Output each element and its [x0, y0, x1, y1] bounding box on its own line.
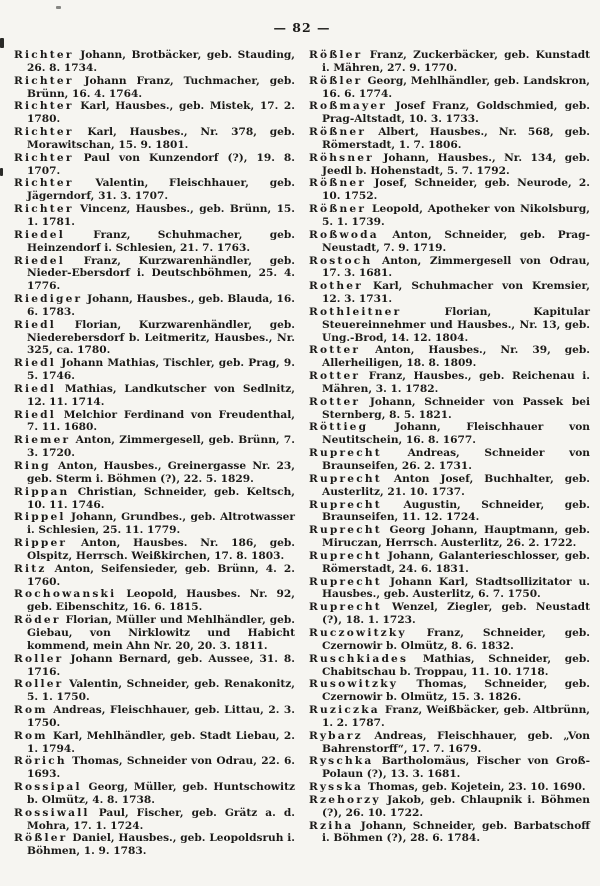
entry-surname: Rößler: [309, 74, 363, 87]
entry-surname: Ruprecht: [309, 498, 382, 511]
register-entry: [309, 473, 590, 499]
register-entry: [309, 229, 590, 255]
register-entry: [309, 755, 590, 781]
register-entry: [309, 678, 590, 704]
entry-surname: Richter: [14, 126, 74, 139]
scan-artifact: [0, 168, 3, 176]
scan-artifact: [56, 6, 61, 9]
entry-details: Georg, Müller, geb. Huntschowitz b. Olmütz, 4. 8. 1738.: [27, 781, 295, 806]
entry-surname: Richter: [14, 177, 74, 190]
register-entry: [309, 75, 590, 101]
entry-surname: Richter: [14, 74, 74, 87]
entry-details: Vincenz, Hausbes., geb. Brünn, 15. 1. 1781.: [27, 203, 295, 228]
entry-details: Johann Karl, Stadtsollizitator u. Hausbes., geb. Austerlitz, 6. 7. 1750.: [322, 575, 590, 601]
register-entry: [14, 653, 295, 679]
entry-surname: Rysska: [309, 781, 364, 794]
entry-surname: Riedl: [14, 318, 57, 331]
entry-details: Johann, Grundbes., geb. Altrotwasser i. Schlesien, 25. 11. 1779.: [27, 511, 295, 537]
register-entry: [309, 499, 590, 525]
entry-surname: Ruczowitzky: [309, 626, 407, 639]
entry-surname: Rößler: [309, 49, 363, 61]
entry-surname: Ripper: [14, 537, 68, 550]
entry-details: Thomas, Schneider von Odrau, 22. 6. 1693.: [27, 755, 295, 781]
entry-details: Valentin, Schneider, geb. Renakonitz, 5. 1. 1750.: [27, 678, 295, 704]
entry-surname: Röttieg: [309, 421, 369, 434]
register-entry: [309, 396, 590, 422]
register-entry: [14, 434, 295, 460]
entry-details: Bartholomäus, Fischer von Groß-Polaun (?), 13. 3. 1681.: [322, 755, 590, 781]
entry-surname: Ruprecht: [309, 601, 382, 614]
entry-surname: Rippan: [14, 485, 70, 498]
entry-details: Karl, Hausbes., Nr. 378, geb. Morawitschan, 15. 9. 1801.: [27, 126, 295, 151]
register-entry: [14, 293, 295, 319]
entry-surname: Röder: [14, 614, 61, 627]
register-entry: [14, 49, 295, 75]
entry-details: Melchior Ferdinand von Freudenthal, 7. 11. 1680.: [27, 408, 295, 434]
register-entry: [309, 704, 590, 730]
entry-details: Johann Franz, Tuchmacher, geb. Brünn, 16. 4. 1764.: [27, 74, 295, 100]
entry-surname: Rotter: [309, 370, 361, 383]
entry-surname: Ruprecht: [309, 524, 382, 537]
entry-surname: Rößner: [309, 126, 367, 139]
entry-surname: Rotter: [309, 395, 361, 408]
register-entry: [309, 781, 590, 794]
entry-surname: Richter: [14, 49, 74, 61]
entry-details: Anton, Seifensieder, geb. Brünn, 4. 2. 1760.: [27, 562, 295, 588]
entry-details: Georg Johann, Hauptmann, geb. Miruczan, Herrsch. Austerlitz, 26. 2. 1722.: [322, 524, 590, 550]
entry-surname: Roller: [14, 652, 64, 665]
entry-details: Johann, Brotbäcker, geb. Stauding, 26. 8. 1734.: [27, 49, 295, 74]
entry-details: Anton, Hausbes., Greinergasse Nr. 23, geb. Sterm i. Böhmen (?), 22. 5. 1829.: [27, 460, 295, 485]
register-entry: [309, 152, 590, 178]
register-entry: [309, 601, 590, 627]
entry-details: Paul, Fischer, geb. Grätz a. d. Mohra, 17. 1. 1724.: [27, 806, 295, 832]
entry-surname: Rößner: [309, 203, 367, 216]
entry-surname: Riedel: [14, 254, 65, 267]
entry-surname: Riedel: [14, 228, 65, 241]
entry-details: Christian, Schneider, geb. Keltsch, 10. 11. 1746.: [27, 485, 295, 511]
entry-surname: Ruprecht: [309, 575, 382, 588]
register-entry: [309, 370, 590, 396]
entry-details: Wenzel, Ziegler, geb. Neustadt (?), 18. 1. 1723.: [322, 601, 590, 627]
register-entry: [14, 319, 295, 358]
entry-surname: Rzehorzy: [309, 793, 381, 806]
entry-details: Franz, Schuhmacher, geb. Heinzendorf i. Schlesien, 21. 7. 1763.: [27, 228, 295, 254]
register-entry: [309, 653, 590, 679]
entry-details: Paul von Kunzendorf (?), 19. 8. 1707.: [27, 151, 295, 177]
entry-surname: Rörich: [14, 755, 67, 768]
entry-surname: Rom: [14, 704, 48, 717]
entry-surname: Ryschka: [309, 755, 374, 768]
entry-details: Johann, Galanterieschlosser, geb. Römerstadt, 24. 6. 1831.: [322, 549, 590, 575]
entry-details: Florian, Müller und Mehlhändler, geb. Giebau, von Nirklowitz und Habicht kommend, mein Ahn Nr. 20, 20. 3. 1811.: [27, 614, 295, 652]
register-entry: [309, 203, 590, 229]
register-entry: [309, 126, 590, 152]
register-entry: [309, 820, 590, 846]
entry-details: Andreas, Schneider von Braunseifen, 26. 2. 1731.: [322, 447, 590, 472]
register-entry: [309, 255, 590, 281]
register-entry: [14, 486, 295, 512]
right-column: [309, 49, 590, 858]
register-entry: [14, 755, 295, 781]
entry-details: Johann, Schneider, geb. Barbatschoff i. Böhmen (?), 28. 6. 1784.: [322, 819, 590, 845]
entry-surname: Rom: [14, 729, 48, 742]
register-entry: [309, 280, 590, 306]
register-entry: [14, 832, 295, 858]
entry-surname: Rößner: [309, 177, 367, 190]
register-entry: [14, 730, 295, 756]
register-entry: [14, 229, 295, 255]
entry-details: Albert, Hausbes., Nr. 568, geb. Römerstadt, 1. 7. 1806.: [322, 126, 590, 151]
register-entry: [14, 588, 295, 614]
register-entry: [14, 678, 295, 704]
register-entry: [14, 357, 295, 383]
entry-details: Anton, Zimmergesell von Odrau, 17. 3. 1681.: [322, 254, 590, 280]
register-columns: [14, 49, 590, 858]
register-entry: [14, 537, 295, 563]
register-entry: [309, 177, 590, 203]
register-entry: [14, 511, 295, 537]
entry-details: Franz, Kurzwarenhändler, geb. Nieder-Ebersdorf i. Deutschböhmen, 25. 4. 1776.: [27, 254, 295, 293]
entry-details: Augustin, Schneider, geb. Braunseifen, 11. 12. 1724.: [322, 498, 590, 524]
entry-details: Karl, Mehlhändler, geb. Stadt Liebau, 2. 1. 1794.: [27, 729, 295, 755]
entry-details: Karl, Schuhmacher von Kremsier, 12. 3. 1731.: [322, 280, 590, 306]
entry-details: Franz, Schneider, geb. Czernowir b. Olmütz, 8. 6. 1832.: [322, 626, 590, 652]
register-entry: [309, 447, 590, 473]
entry-surname: Ruprecht: [309, 472, 382, 485]
entry-surname: Rotter: [309, 344, 361, 357]
entry-details: Florian, Kapitular Steuereinnehmer und Hausbes., Nr. 13, geb. Ung.-Brod, 14. 12. 1804.: [322, 305, 590, 344]
entry-surname: Rochowanski: [14, 588, 117, 601]
register-entry: [14, 781, 295, 807]
entry-surname: Ritz: [14, 562, 47, 575]
entry-surname: Ruziczka: [309, 704, 380, 717]
entry-surname: Röhsner: [309, 151, 374, 164]
register-entry: [309, 794, 590, 820]
entry-details: Thomas, geb. Kojetein, 23. 10. 1690.: [367, 781, 586, 794]
entry-surname: Ring: [14, 460, 51, 472]
entry-details: Mathias, Schneider, geb. Chabitschau b. Troppau, 11. 10. 1718.: [322, 652, 590, 678]
register-entry: [14, 383, 295, 409]
entry-surname: Ruprecht: [309, 549, 382, 562]
entry-details: Leopold, Hausbes. Nr. 92, geb. Eibenschitz, 16. 6. 1815.: [27, 588, 295, 614]
register-entry: [309, 306, 590, 345]
entry-details: Andreas, Fleischhauer, geb. „Von Bahrenstorff“, 17. 7. 1679.: [322, 729, 590, 755]
entry-surname: Riediger: [14, 293, 83, 306]
entry-details: Valentin, Fleischhauer, geb. Jägerndorf, 31. 3. 1707.: [27, 177, 295, 203]
entry-details: Josef Franz, Goldschmied, geb. Prag-Altstadt, 10. 3. 1733.: [322, 100, 590, 126]
entry-details: Johann, Hausbes., Nr. 134, geb. Jeedl b. Hohenstadt, 5. 7. 1792.: [322, 151, 590, 177]
register-entry: [309, 344, 590, 370]
entry-surname: Ruschkiades: [309, 652, 409, 665]
register-entry: [14, 75, 295, 101]
register-entry: [14, 152, 295, 178]
entry-details: Franz, Zuckerbäcker, geb. Kunstadt i. Mähren, 27. 9. 1770.: [322, 49, 590, 74]
register-entry: [14, 563, 295, 589]
entry-surname: Rusowitzky: [309, 678, 399, 691]
entry-surname: Rößler: [14, 832, 68, 845]
entry-details: Karl, Hausbes., geb. Mistek, 17. 2. 1780.: [27, 100, 295, 126]
register-entry: [14, 704, 295, 730]
entry-details: Anton, Zimmergesell, geb. Brünn, 7. 3. 1720.: [27, 434, 295, 460]
register-entry: [14, 100, 295, 126]
register-entry: [14, 177, 295, 203]
entry-details: Andreas, Fleischhauer, geb. Littau, 2. 3. 1750.: [27, 704, 295, 729]
entry-surname: Richter: [14, 100, 74, 113]
entry-details: Franz, Hausbes., geb. Reichenau i. Mähren, 3. 1. 1782.: [322, 370, 590, 395]
entry-surname: Riedl: [14, 408, 57, 421]
register-entry: [14, 614, 295, 653]
register-entry: [309, 524, 590, 550]
register-entry: [14, 409, 295, 435]
entry-surname: Rostoch: [309, 254, 373, 267]
entry-details: Anton Josef, Buchhalter, geb. Austerlitz, 21. 10. 1737.: [322, 472, 590, 498]
page-number: — 82 —: [273, 20, 331, 35]
register-entry: [309, 730, 590, 756]
entry-details: Florian, Kurzwarenhändler, geb. Niederebersdorf b. Leitmeritz, Hausbes., Nr. 325, ca. 1780.: [27, 318, 295, 357]
entry-surname: Rossiwall: [14, 806, 90, 819]
register-entry: [309, 627, 590, 653]
entry-surname: Rippel: [14, 511, 66, 524]
entry-surname: Roßmayer: [309, 100, 388, 113]
entry-surname: Riedl: [14, 382, 57, 395]
entry-surname: Rybarz: [309, 729, 363, 742]
entry-details: Anton, Schneider, geb. Prag-Neustadt, 7. 9. 1719.: [322, 228, 590, 254]
entry-surname: Richter: [14, 203, 74, 216]
register-entry: [14, 203, 295, 229]
entry-details: Johann Bernard, geb. Aussee, 31. 8. 1716.: [27, 652, 295, 678]
entry-details: Mathias, Landkutscher von Sedlnitz, 12. 11. 1714.: [27, 382, 295, 408]
register-entry: [14, 460, 295, 486]
entry-details: Johann, Fleischhauer von Neutitschein, 16. 8. 1677.: [322, 421, 590, 447]
register-entry: [309, 100, 590, 126]
entry-details: Daniel, Hausbes., geb. Leopoldsruh i. Böhmen, 1. 9. 1783.: [27, 832, 295, 858]
entry-details: Josef, Schneider, geb. Neurode, 2. 10. 1752.: [322, 177, 590, 203]
entry-details: Johann, Hausbes., geb. Blauda, 16. 6. 1783.: [27, 293, 295, 318]
entry-surname: Richter: [14, 151, 74, 164]
entry-details: Johann, Schneider von Passek bei Sternberg, 8. 5. 1821.: [322, 395, 590, 421]
register-entry: [309, 49, 590, 75]
entry-details: Franz, Weißbäcker, geb. Altbrünn, 1. 2. 1787.: [322, 704, 590, 729]
register-entry: [309, 421, 590, 447]
entry-surname: Riemer: [14, 434, 71, 447]
entry-surname: Roßwoda: [309, 228, 379, 241]
register-entry: [309, 550, 590, 576]
entry-surname: Ruprecht: [309, 447, 382, 460]
entry-surname: Roller: [14, 678, 64, 691]
entry-surname: Rossipal: [14, 781, 82, 794]
register-entry: [309, 576, 590, 602]
entry-details: Jakob, geb. Chlaupnik i. Böhmen (?), 26. 10. 1722.: [322, 793, 590, 819]
entry-surname: Riedl: [14, 357, 57, 370]
entry-surname: Rothleitner: [309, 305, 402, 318]
entry-surname: Rziha: [309, 819, 354, 832]
register-entry: [14, 126, 295, 152]
entry-details: Georg, Mehlhändler, geb. Landskron, 16. 6. 1774.: [322, 74, 590, 100]
entry-details: Johann Mathias, Tischler, geb. Prag, 9. 5. 1746.: [27, 357, 295, 383]
entry-surname: Rother: [309, 280, 363, 293]
entry-details: Thomas, Schneider, geb. Czernowir b. Olmütz, 15. 3. 1826.: [322, 678, 590, 704]
left-column: [14, 49, 295, 858]
register-entry: [14, 255, 295, 294]
entry-details: Leopold, Apotheker von Nikolsburg, 5. 1. 1739.: [322, 203, 590, 228]
entry-details: Anton, Hausbes., Nr. 39, geb. Allerheiligen, 18. 8. 1809.: [322, 344, 590, 370]
entry-details: Anton, Hausbes. Nr. 186, geb. Olspitz, Herrsch. Weißkirchen, 17. 8. 1803.: [27, 537, 295, 562]
scan-artifact: [0, 38, 4, 48]
register-entry: [14, 807, 295, 833]
